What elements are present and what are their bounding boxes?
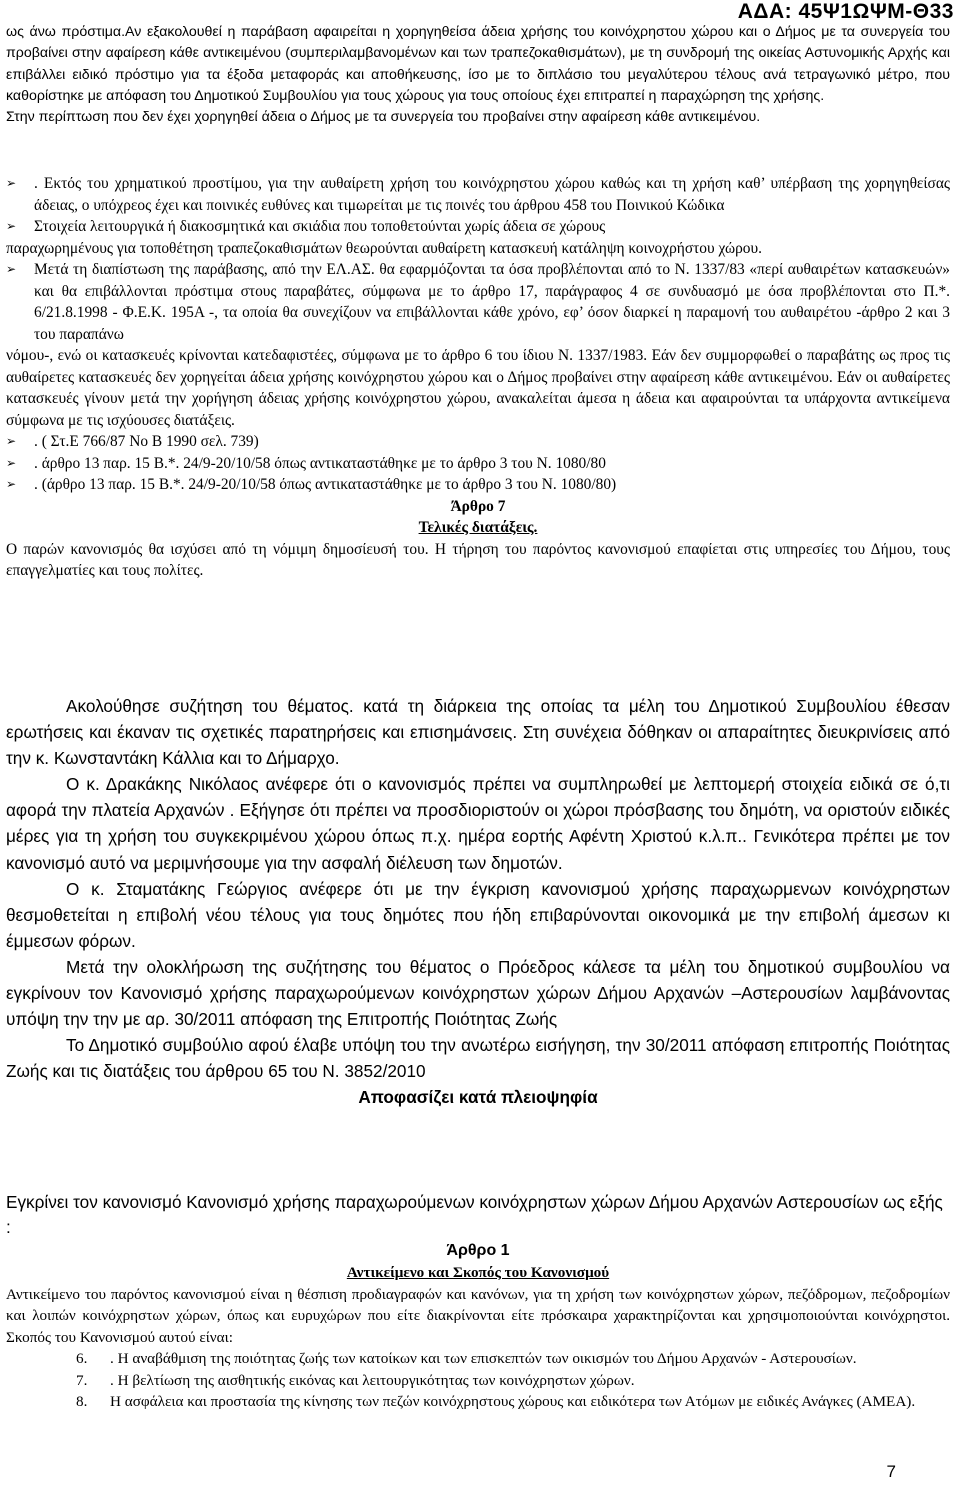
page-number: 7 [886,1462,896,1481]
bullet-item [6,173,950,216]
list-number: 8. [76,1393,88,1410]
paragraph-stamatakis: Ο κ. Σταματάκης Γεώργιος ανέφερε ότι με την έγκριση κανονισμού χρήσης παραχωρμενων κοινόχρηστων θεσμοθετείται η επιβολή νέου τέλους για τους δημότες που ήδη επιβαρύνονται οικονομικά με την επιβολή άμεσων κι έμμεσων φόρων. [6,878,950,951]
paragraph-no-permit: Στην περίπτωση που δεν έχει χορηγηθεί άδεια ο Δήμος με τα συνεργεία του προβαίνει στην αφαίρεση κάθε αντικειμένου. [6,109,761,126]
section-violations [6,173,950,582]
list-item [6,1391,950,1413]
paragraph-discussion: Ακολούθησε συζήτηση του θέματος. κατά τη διάρκεια της οποίας τα μέλη του Δημοτικού Συμβουλίου έθεσαν ερωτήσεις και έκαναν τις σχετικές παρατηρήσεις και επισημάνσεις. Στη συνέχεια δόθηκαν οι απαραίτητες διευκρινίσεις από την κ. Κωνσταντάκη Κάλλια και το Δήμαρχο. [6,696,950,769]
arrow-bullet-icon: ➢ [6,176,17,190]
bullet-item [6,431,950,453]
bullet-item [6,453,950,475]
bullet-item [6,216,950,238]
bullet-continuation: παραχωρημένους για τοποθέτηση τραπεζοκαθισμάτων θεωρούνται αυθαίρετη κατασκευή κατάληψη κοινοχρήστου χώρου. [6,239,762,257]
arrow-bullet-icon: ➢ [6,262,17,276]
article-1-text: Αντικείμενο του παρόντος κανονισμού είναι η θέσπιση προδιαγραφών και κανόνων, για τη χρήση των κοινόχρηστων χώρων, πεζόδρομων, πεζοδρομίων και λοιπών κοινόχρηστων χώρων, όπως και ευρυχώρων που είτε διακρίνονται είτε πρόσκαιρα χαρακτηρίζονται και χρησιμοποιούνται κοινόχρηστοι. Σκοπός του Κανονισμού αυτού είναι: [6,1285,950,1346]
paragraph-drakakis: Ο κ. Δρακάκης Νικόλαος ανέφερε ότι ο κανονισμός πρέπει να συμπληρωθεί με λεπτομερή στοιχεία ειδικά σε ό,τι αφορά την πλατεία Αρχανών . Εξήγησε ότι πρέπει να προσδιοριστούν οι χώροι πρόσβασης του δημότη, να οριστούν ειδικές μέρες για τη χρήση του συγκεκριμένου χώρου όπως π.χ. ημέρα εορτής Αφέντη Χριστού κ.λ.π.. Γενικότερα πρέπει με τον κανονισμό αυτό να μεριμνήσουμε για την ασφαλή διέλευση των δημοτών. [6,774,950,873]
section-penalties-continued [6,22,950,128]
section-article-1 [6,1240,950,1413]
bullet-text: . (άρθρο 13 παρ. 15 Β.*. 24/9-20/10/58 όπως αντικαταστάθηκε με το άρθρο 3 του Ν. 1080/80) [34,476,617,493]
list-number: 7. [76,1371,88,1389]
list-number: 6. [76,1350,88,1367]
paragraph-removal: ως άνω πρόστιμα.Αν εξακολουθεί η παράβαση αφαιρείται η χορηγηθείσα άδεια χρήσης του κοινόχρηστου χώρου και ο Δήμος με τα συνεργεία του προβαίνει στην αφαίρεση κάθε αντικειμένου (συμπεριλαμβανομένων και των τραπεζοκαθισμάτων), με τη συνδρομή της οικείας Αστυνομικής Αρχής και επιβάλλει ειδικό πρόστιμο για τα έξοδα μεταφοράς και αποθήκευσης, ίσο με το διπλάσιο του μεγαλύτερου τέλους ανά τετραγωνικό μέτρο, που καθορίστηκε με απόφαση του Δημοτικού Συμβουλίου για τους χώρους για τους οποίους έχει επιτραπεί η παραχώρηση της χρήσης. [6,24,950,104]
article-1-title: Άρθρο 1 [446,1242,510,1259]
paragraph-president: Μετά την ολοκλήρωση της συζήτησης του θέματος ο Πρόεδρος κάλεσε τα μέλη του δημοτικού συμβουλίου να εγκρίνουν τον Κανονισμό χρήσης παραχωρούμενων κοινόχρηστων χώρων Δήμου Αρχανών –Αστερουσίων λαμβάνοντας υπόψη την την με αρ. 30/2011 απόφαση της Επιτροπής Ποιότητας Ζωής [6,956,950,1030]
bullet-text: . ( Στ.Ε 766/87 Νο Β 1990 σελ. 739) [34,433,259,450]
arrow-bullet-icon: ➢ [6,455,17,470]
arrow-bullet-icon: ➢ [6,434,17,448]
list-text: . Η βελτίωση της αισθητικής εικόνας και λειτουργικότητας των κοινόχρηστων χώρων. [110,1371,635,1389]
arrow-bullet-icon: ➢ [6,477,17,491]
bullet-text: . Εκτός του χρηματικού προστίμου, για την αυθαίρετη χρήση του κοινόχρηστου χώρου καθώς και τη χρήση καθ’ υπέρβαση της χορηγηθείσας άδειας, ο υπόχρεος έχει και ποινικές ευθύνες και τιμωρείται με τις ποινές του άρθρου 458 του Ποινικού Κώδικα [34,175,950,214]
list-text: Η ασφάλεια και προστασία της κίνησης των πεζών κοινόχρηστους χώρους και ειδικότερα των Ατόμων με ειδικές Ανάγκες (ΑΜΕΑ). [110,1393,916,1410]
bullet-text: Μετά τη διαπίστωση της παράβασης, από την ΕΛ.ΑΣ. θα εφαρμόζονται τα όσα προβλέπονται από το Ν. 1337/83 «περί αυθαιρέτων κατασκευών» και θα επιβάλλονται πρόστιμα στους παραβάτες, σύμφωνα με το άρθρο 17, παράγραφος 4 σε συνδυασμό με όσα προβλέπονται στο Π.*. 6/21.8.1998 - Φ.Ε.Κ. 195Α -, τα οποία θα συνεχίζουν να επιβάλλονται κάθε χρόνο, εφ’ όσον διαρκεί η παραμονή του αυθαιρέτου -άρθρο 2 και 3 του παραπάνω [34,261,950,343]
bullet-text: . άρθρο 13 παρ. 15 Β.*. 24/9-20/10/58 όπως αντικαταστάθηκε με το άρθρο 3 του Ν. 1080/80 [34,454,606,472]
ada-code: ΑΔΑ: 45Ψ1ΩΨΜ-Θ33 [737,0,954,23]
list-text: . Η αναβάθμιση της ποιότητας ζωής των κατοίκων και των επισκεπτών των οικισμών του Δήμου Αρχανών - Αστερουσίων. [110,1350,857,1367]
paragraph-approval: Εγκρίνει τον κανονισμό Κανονισμό χρήσης παραχωρούμενων κοινόχρηστων χώρων Δήμου Αρχανών Αστερουσίων ως εξής : [6,1192,943,1237]
bullet-text: Στοιχεία λειτουργικά ή διακοσμητικά και σκιάδια που τοποθετούνται χωρίς άδεια σε χώρους [34,218,606,235]
article-7-text: Ο παρών κανονισμός θα ισχύσει από τη νόμιμη δημοσίευσή του. Η τήρηση του παρόντος κανονισμού επαφίεται στις υπηρεσίες του Δήμου, τους επαγγελματίες και τους πολίτες. [6,540,950,579]
article-7-subtitle: Τελικές διατάξεις. [418,519,538,536]
bullet-continuation: νόμου-, ενώ οι κατασκευές κρίνονται κατεδαφιστέες, σύμφωνα με το άρθρο 6 του ίδιου Ν. 1337/1983. Εάν δεν συμμορφωθεί ο παραβάτης ως προς τις αυθαίρετες κατασκευές δεν χορηγείται άδεια χρήσης κοινόχρηστου χώρου και ο Δήμος προβαίνει στην αφαίρεση κάθε αντικειμένου. Εάν οι αυθαίρετες κατασκευές γίνουν μετά την χορήγηση άδειας χρήσης κοινόχρηστου χώρου, ανακαλείται άμεσα η άδεια και αφαιρούνται τα υπάρχοντα αντικείμενα σύμφωνα με τις ισχύουσες διατάξεις. [6,347,950,429]
article-1-subtitle: Αντικείμενο και Σκοπός του Κανονισμού [346,1264,610,1281]
arrow-bullet-icon: ➢ [6,219,17,233]
bullet-item [6,474,950,496]
section-approval [6,1190,950,1240]
list-item [6,1348,950,1370]
bullet-item [6,259,950,345]
section-discussion [6,693,950,1111]
paragraph-council: Το Δημοτικό συμβούλιο αφού έλαβε υπόψη του την ανωτέρω εισήγηση, την 30/2011 απόφαση επιτροπής Ποιότητας Ζωής και τις διατάξεις του άρθρου 65 του Ν. 3852/2010 [6,1035,950,1082]
list-item [6,1370,950,1392]
decision-heading: Αποφασίζει κατά πλειοψηφία [358,1087,598,1108]
article-7-title: Άρθρο 7 [450,497,506,515]
